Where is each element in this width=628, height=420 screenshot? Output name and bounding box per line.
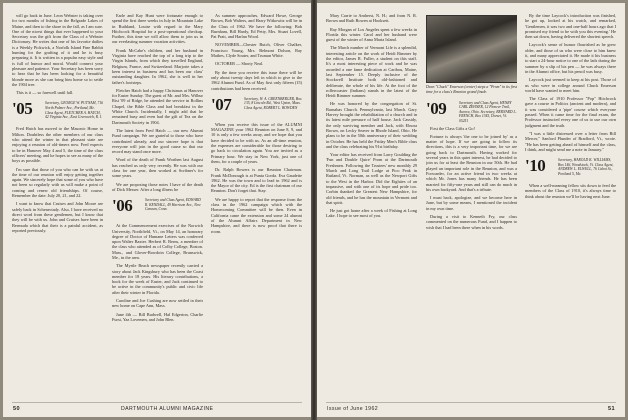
class-year-section-header	[112, 196, 203, 220]
class-year-label: '07	[211, 94, 232, 114]
article-paragraph: I must back, apologize, and we become here in June, but by some means, I mentioned the incident in my own time.	[426, 195, 517, 211]
article-paragraph: At the Commencement exercises of the Norwich University, Northfield, Vt., on May 14, an honorary degree of Doctor of Humane Letters was conferred upon Walter Baxter. Herbert R. Berns, a member of the class who attended as of Colby College, Boston. Mass., and Glover-Bowdoin College, Brunswick, Me., in the area.	[112, 223, 203, 260]
article-paragraph: The latest from Fred Hatch — our new Alumni Fund campaign. We are grateful to those who have contributed already, and our sincere hope is that everyone will join in the good cause so that our record may stand once more.	[112, 127, 203, 155]
class-secretary-info: Secretary, GEORGE W. PUTNAM, 716 North Palmer Ave., Portland, Me. Class Agent, FLETCHER A. HATCH, 42 Virginia Ave., East Greenwich, R. I.	[45, 101, 103, 120]
article-paragraph: First the Class Gifts a Go!	[430, 125, 475, 131]
article-paragraph: Fletcher Hatch had a happy Christmas at Hanover for Easter Sunday. The guest of Mr. and Mrs. Wilbur Rist '09 of Ridge, he attended the service in Rollins Chapel, the Bible Class and had breakfast in the White Church. Incidentally, I might add that he remained busy and even had the gift of Tea on the Dartmouth Society in 1904.	[112, 87, 203, 125]
class-year-label: '10	[525, 156, 546, 176]
class-secretary-info: Secretary, HAROLD K. WILLIAMS, Box 146, Woodstock, Vt. Class Agent, ANDREW L. ELWELL, 76 Cabot St., Portland 5, Me.	[558, 158, 614, 176]
article-paragraph: Frank McCabe's children, and her husband in Virginia have reached the top of a long trip to the Virgin Islands, from which they travelled England, Belgium, France, and Switzerland. Marjorie takes a keen interest in business and has been our class' outstanding daughter. In 1962, she is well in her father's footsteps.	[112, 47, 203, 85]
footer-rule	[326, 402, 616, 403]
photo-caption: Dean "Chuck" Emerson (center) steps a "Prom" in its first time for a class's Reunion grand finale.	[426, 85, 517, 94]
article-paragraph: Earle and Kay Hunt were fortunate enough to spend the first three weeks in July in Mountain Lake in Ruthland, Louise with regard to the Mary Hitchcock Hospital for a post-operational checkup. Further, this time we will allow them to join us in our everlasting summer vacation activities.	[112, 13, 203, 45]
class-year-section-header	[12, 99, 103, 123]
article-paragraph: Fred Hatch has moved to the Masonic Home in Milton. Doubtless the other members of our class who attend the winter in that pleasant state are enjoying a reunion of old-timers now. Fred expects to be in Hanover May 4 and 5, the time of the class officers' meeting, and he hopes to see as many of the boys as possible.	[12, 126, 103, 164]
class-year-label: '06	[112, 196, 133, 216]
article-paragraph: Ray Morgan of Los Angeles spent a few weeks in Florida this winter. Carol and her husband were guest of the winter of Anna Maria Island.	[326, 26, 417, 43]
footer-issue-date: Issue of June 1962	[327, 406, 379, 412]
footer-magazine-title: DARTMOUTH ALUMNI MAGAZINE	[121, 406, 214, 412]
article-paragraph: Laycock's sense of humor flourished as he grew older, and those of us who were close to him knew it, and many appreciated it. He made it his business to start a 24-hour notice to one of the lads during the summer by a slip of his pen — he was always there in the Alumni office, but his pencil was busy.	[525, 42, 616, 74]
article-paragraph: When you receive this issue of the ALUMNI MAGAZINE your 1962 Reunion on June 8, 9, and 10 is only a few weeks away, and we hope that you have decided to be with us. As an all-time reunion, the expenses are considerable for those desiring to go back to circulation again. You are invited as a Primary hour. We stay in New York, just one of them, for a couple of years.	[211, 121, 302, 164]
article-paragraph: When a well-meaning fellow sits down to feed the members of the Class of 1910, it's always time to think about the reunion we'll be having next June.	[525, 183, 616, 199]
article-paragraph: Mary Carrie to Amherst, N. H.; and from N. R. Brown and Ruth Bowen at Hooksett.	[326, 13, 417, 24]
article-paragraph: By the time you receive this issue there will be only about twenty days left in which to give to the 1962 Alumni Fund. As of May first only fifteen (15) contributions had been received.	[211, 69, 302, 91]
footer-rule	[12, 402, 302, 403]
article-paragraph: We are happy to report that the response from the class in the 1962 campaign which with the Homecoming Committee will be then. Even in California came the extension and some 24 alumni of the Alumni Affairs Department in New Hampshire, and there is now proof that there is room.	[211, 196, 302, 234]
left-column-3	[211, 13, 302, 397]
article-paragraph: NOVEMBER—Chester Butch, Oliver Chalker, Francisco Young, Mrs. Belmont Dolson, Ray Mathes, Clyde Souter, and Truman White.	[211, 42, 302, 59]
article-paragraph: "I was a little distressed over a letter from Bill Mercer," Sanford Plunder of Bradford, Vt., wrote. "He has been getting ahead of himself and the class, I think, and might send me a note in January."	[525, 130, 616, 152]
class-secretary-info: Secretary, W. A. GREENBERGER, Box 135, 8 Lincoln Rd., West Upton, Mass. Class Agent, ROBERT L. BOWDEN	[244, 96, 302, 111]
class-year-section-header	[525, 156, 616, 180]
right-page-columns	[326, 13, 616, 397]
article-paragraph: During a visit to Kenneth Fry, our class commented on the numerous Fund, and I happen to wish that I had been there when in his words.	[426, 214, 517, 230]
right-column-1	[326, 13, 417, 397]
article-paragraph: The Class of 1910 Professor "Pop" Hitchcock gave a course in Politics (ancient and modern), and it was considered a 'pipe' course which everyone passed. When it came time for the final exam, the Professor instructed every one of us to use our own judgment and the truth.	[525, 96, 616, 128]
article-paragraph: I'm sure that those of you who can be with us at the time of our reunion will enjoy getting together again. We sincerely hope that some of you who have not been so regularly with us will make a point of coming and renew old friendships. Of course, Remember the date: July 20, 21, and 22.	[12, 166, 103, 199]
class-year-section-header	[426, 99, 517, 123]
article-paragraph: This is it — so farewell until fall.	[16, 90, 74, 96]
article-paragraph: Dr. Ralph Bowers is our Reunion Chairman. Frank McDonough is at Punta Gorda. Eva Gaudette 1962. He was the town and to lead in 1962 and is the Mayor of the city. Ed is the first chairman of our Reunion. Don't forget that. Stay.	[211, 167, 302, 194]
left-column-2	[112, 13, 203, 397]
article-paragraph: The Myrtle Beach newspaper recently carried a story about Jack Kingsbury who has been the Coast member for 18 years. His literary contributions, a book for the week of Easter, and Jack continued to be active in the community's public and civic life after their winter in Florida.	[112, 263, 203, 295]
class-year-label: '05	[12, 99, 33, 119]
left-column-1	[12, 13, 103, 397]
left-page-columns	[12, 13, 302, 397]
page-number-left: 50	[13, 406, 21, 412]
article-paragraph: Word of the death of Frank Worthen last August has reached us only very recently. He was with our class for one year, then worked at Scribner's for some years.	[112, 157, 203, 179]
page-number-right: 51	[607, 406, 615, 412]
class-year-section-header	[211, 95, 302, 119]
article-paragraph: will go back in June. Leon Webster is taking over for two months of fishing in the Belgrade Lakes of Maine, and then to the shore in the fall, as I am sure. One of the nicest things that ever happened to your Secretary was the gift from the Class of a Webster Dictionary. He writes that one of his favorite dailies is a Weekly Pickwick, a Norfolk Island Fine Rabbit hunting for the grafting of it and he is busy preparing it. It is written in a popular easy style and is full of humor and moral. Would connect your pleasure and patience. Your Secretary has been sorry to hear that he has been looking for a beautiful blonde more as she can bring him home so to settle the 1904 tree.	[12, 13, 103, 87]
class-secretary-info: Secretary and Class Agent, EDWARD R. KENDALL, 49 Harrison Ave., New Canaan, Conn.	[145, 198, 201, 212]
photo-figure	[426, 15, 517, 95]
class-year-label: '09	[426, 98, 447, 118]
article-paragraph: As summer approaches, Edward Howe, George Brown, Bob Walters, and Harry Witkowitz will be in the Class of 1962. We have the following: Bob Burnham, Bill Hardy, Ed Petty, Mrs. Stuart Lovell, Pat Pratt, and Harlan Wood.	[211, 13, 302, 40]
group-photo-image	[426, 15, 517, 83]
article-paragraph: He was honored by the congregation of St. Barnabas Church. Pennsylvania, last March. Gary Harvey brought the rehabilitation of a church and in its latest mile pressure of half house. Jack Cassidy, the only surviving member and Jack, with Elnora Brown, on Lecky Seaver in Rhode Island, Ohio. He plans to be in the 50th anniversary of their wedding in October. He has held the Friday Men's Bible class and the class celebrating his 91st birthday.	[326, 101, 417, 149]
right-page	[317, 3, 625, 417]
article-paragraph: June 4th — Bill Budwell, Hal Edgerton, Charlie Furst, Yaz Lovemen, and John Blen.	[112, 311, 203, 322]
article-paragraph: Fortune is always 'the one to be joined by' as a matter of hope. If we are going to follow its directions, this is a very important time, for we are going back to Dartmouth. Having worked for several years in this quiet interest, he had decided to join us for at least the Reunion in our 50th. He had played an important role in the Reunion, and was a Forwarder, for an active friend in two weeks at which Mr. Jones has many friends. He has been married for fifty-one years and still can do much in his own backyard. And that's a tribute.	[426, 133, 517, 192]
article-paragraph: We are proposing those notes I have of the death of Dick Messer. After a long illness he	[112, 181, 203, 192]
article-paragraph: He just got home after a week of Fishing at Long Lake. I hope to see most of you.	[326, 208, 417, 219]
right-column-2	[426, 13, 517, 397]
left-page	[3, 3, 311, 417]
article-paragraph: Caroline and Joe Cushing are now settled in their new home on Cape Ann, Mass.	[112, 298, 203, 309]
article-paragraph: By the time Laycock's introduction was finished, he got up, looked at his watch, and remarked, 'Gentlemen, it was two and one-half hours ago that I promised my friend to be with you this evening.' He then sat down, having delivered the shortest speech.	[525, 13, 616, 40]
article-paragraph: Your editor has received from Larry Goulding the 'Fun and Double Quire' Prom at the Dartmouth Freshmen. Following the Trustees' new monthly 29 March and Long Trail Lodge at Pico Peak in Rutland, Vt. Norman, as well as the Newport Gifts to the West in the Harbor. Did the Eighties of an impassive, and with one of its hope and pride too. Corbin thanked the Greatest New Hampshire, for old friends, and he has the mountain in Vermont and that spirit.	[326, 152, 417, 205]
article-paragraph: Laycock just seemed to keep at his post. Those of us who were in college around Chuck Emerson world have wanted to meet him.	[525, 77, 616, 93]
class-secretary-info: Secretary and Class Agent, HENRY CARL ZEHNER, 12 Pioneer Trail, Aurora, Ohio. Secretary, BERNARD L. FRENCH, Box 1345, Dorset, Vt. 05251	[459, 100, 517, 123]
article-paragraph: I want to know that Cruises and John Moore are safely back in Schenectady. Also, I have received no direct word from these gentlemen, but I know that they will be with us. John and Cruises have been in Bermuda which that their is a painful accident, as reported previously.	[12, 201, 103, 233]
article-paragraph: The March number of Vermont Life is a splendid, interesting article on the work of Heidi Rimmer by the editor, James R. Fuller, a student on this staff. It's a most interesting piece of work and he was awarded a one fame dedication at Caribou, Maine, last September 15. Deeply inclusive of the Stockwell Institute both old-fashioned and deliberate, the whole of his life. At the foot of the rollercoaster (Indians) stands in the latest of the Heidi Rimmer summer.	[326, 45, 417, 99]
right-column-3	[525, 13, 616, 397]
article-paragraph: OCTOBER — Shorty Neal.	[215, 61, 264, 67]
